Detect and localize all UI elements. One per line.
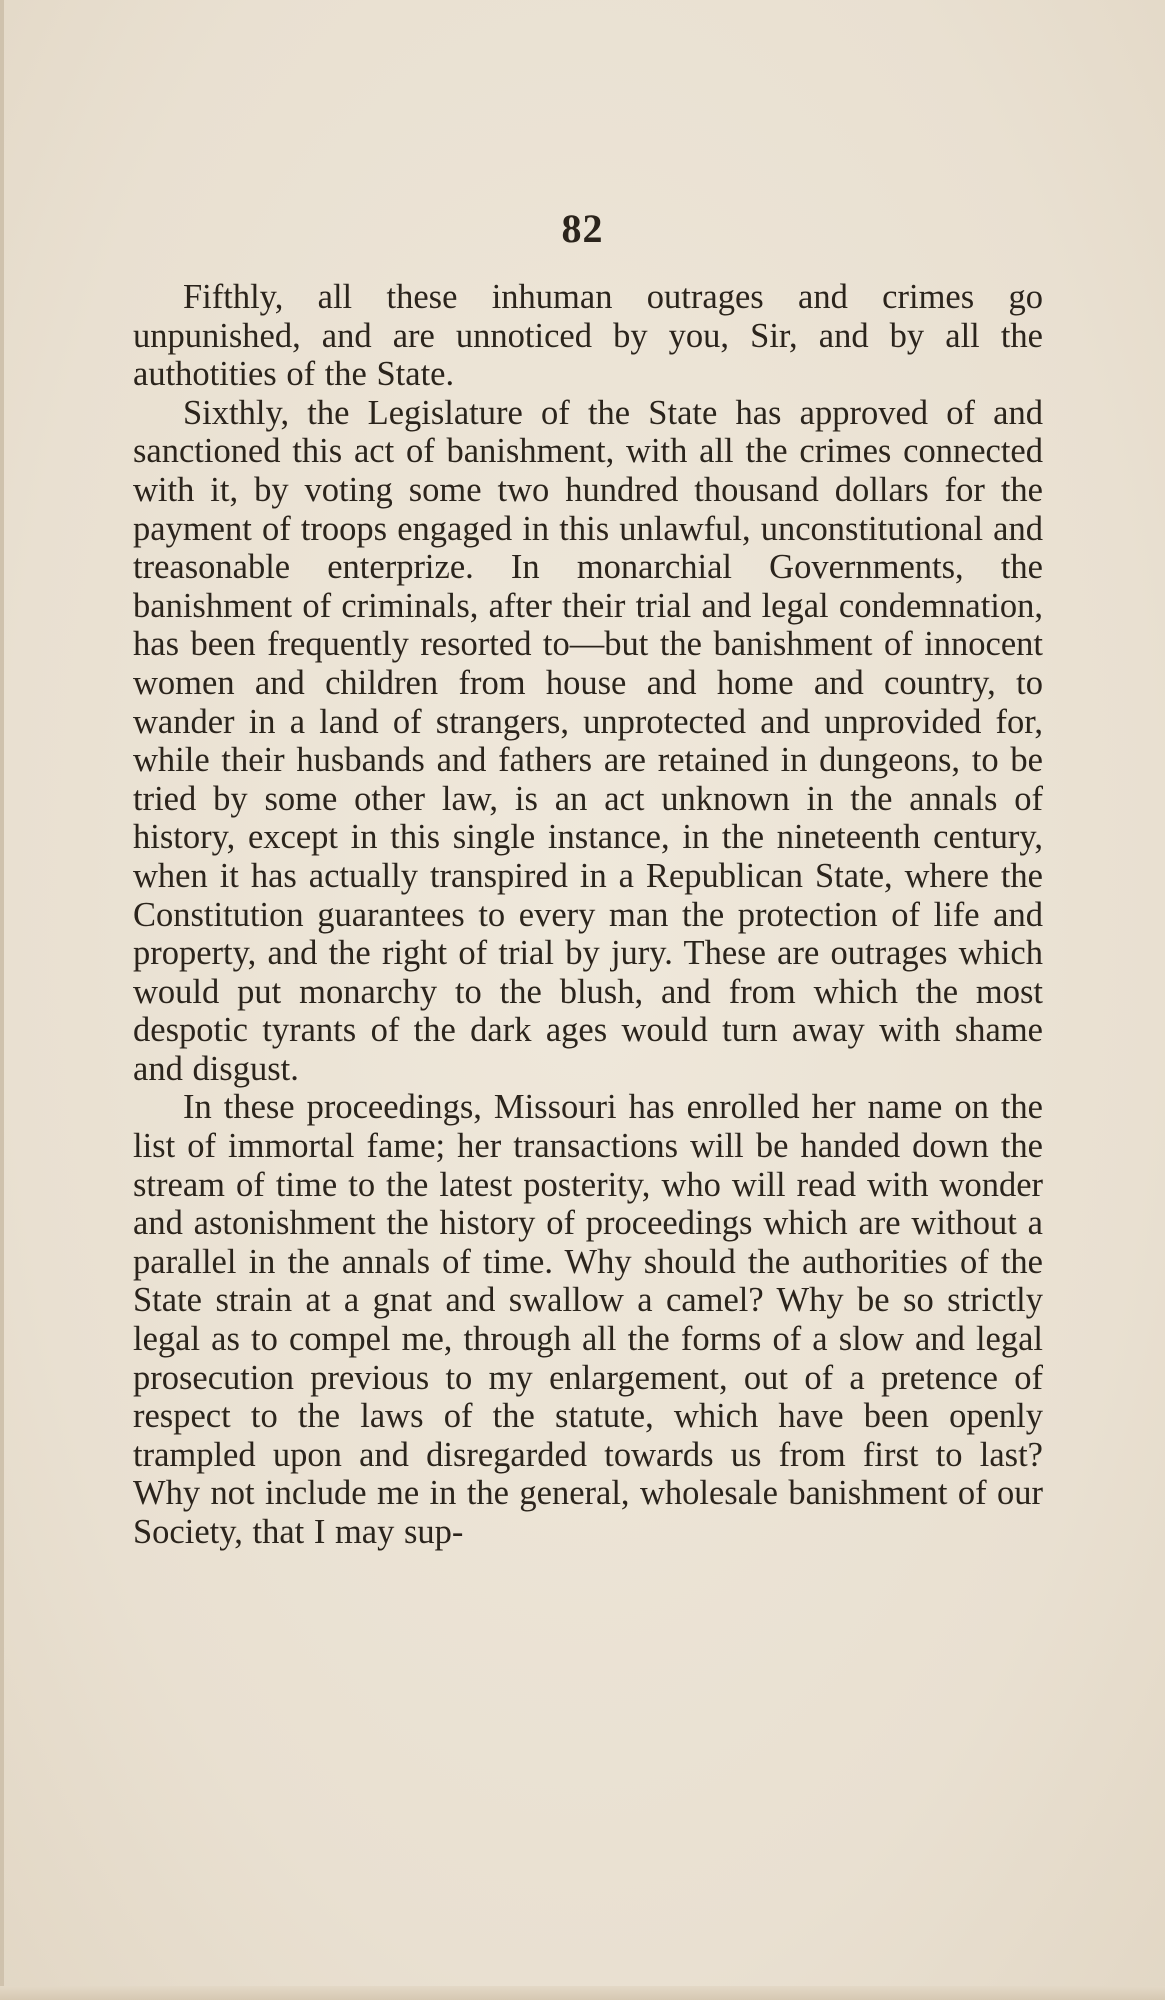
page-left-edge	[0, 0, 4, 2000]
page-bottom-edge	[0, 1986, 1165, 2000]
paragraph-fifthly: Fifthly, all these inhuman outrages and crimes go unpunished, and are unnoticed by you, Sir, and by all the authotities of the State.	[133, 278, 1043, 394]
paragraph-missouri-proceedings: In these proceedings, Missouri has enrolled her name on the list of immortal fame; her transactions will be handed down the stream of time to the latest posterity, who will read with wonder and astonishment the history of proceedings which are without a parallel in the annals of time. Why should the authorities of the State strain at a gnat and swallow a camel? Why be so strictly legal as to compel me, through all the forms of a slow and legal prosecution previous to my enlargement, out of a pretence of respect to the laws of the statute, which have been openly trampled upon and disregarded towards us from first to last? Why not include me in the general, wholesale banishment of our Society, that I may sup-	[133, 1088, 1043, 1551]
paragraph-sixthly: Sixthly, the Legislature of the State has approved of and sanctioned this act of banishment, with all the crimes connected with it, by voting some two hundred thousand dollars for the payment of troops engaged in this unlawful, unconstitutional and treasonable enterprize. In monarchial Governments, the banishment of criminals, after their trial and legal condemnation, has been frequently resorted to—but the banishment of innocent women and children from house and home and country, to wander in a land of strangers, unprotected and unprovided for, while their husbands and fathers are retained in dungeons, to be tried by some other law, is an act unknown in the annals of history, except in this single instance, in the nineteenth century, when it has actually transpired in a Republican State, where the Constitution guarantees to every man the protection of life and property, and the right of trial by jury. These are outrages which would put monarchy to the blush, and from which the most despotic tyrants of the dark ages would turn away with shame and disgust.	[133, 393, 1043, 1088]
page-number: 82	[561, 206, 604, 251]
body-text	[133, 278, 1043, 1552]
